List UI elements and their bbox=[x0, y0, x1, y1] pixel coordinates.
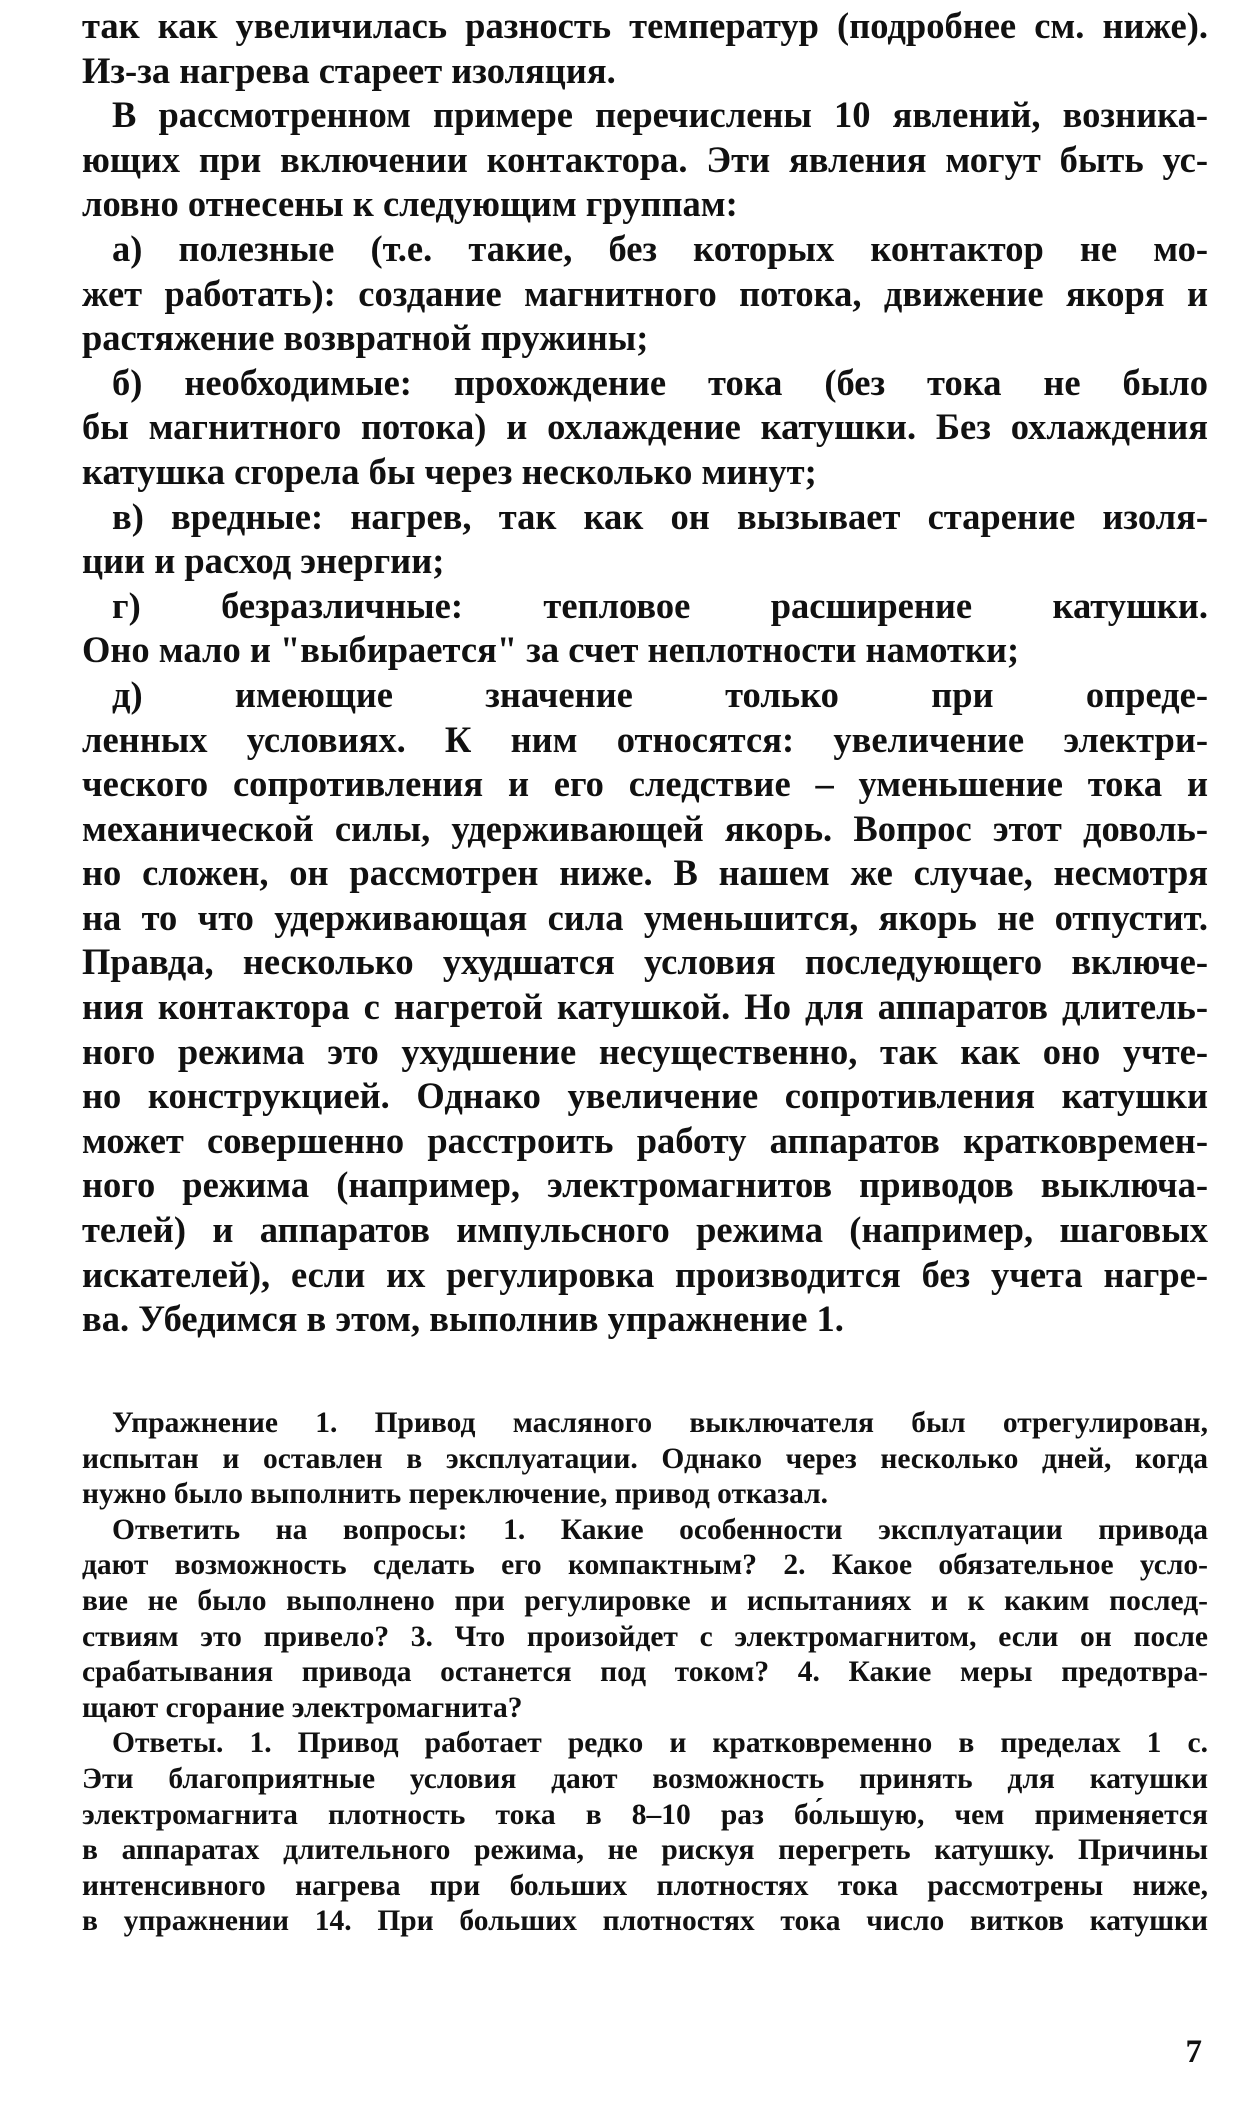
exercise-line: вие не было выполнено при регулировке и испытаниях и к каким послед- bbox=[82, 1584, 1208, 1617]
text-line: бы магнитного потока) и охлаждение катушки. Без охлаждения bbox=[82, 406, 1208, 448]
exercise-line: Эти благоприятные условия дают возможность принять для катушки bbox=[82, 1762, 1208, 1795]
text-line: ного режима (например, электромагнитов приводов выключа- bbox=[82, 1164, 1208, 1206]
text-line: ва. Убедимся в этом, выполнив упражнение 1. bbox=[82, 1298, 844, 1340]
exercise-line: электромагнита плотность тока в 8–10 раз бо́льшую, чем применяется bbox=[82, 1798, 1208, 1831]
page-number: 7 bbox=[1185, 2034, 1202, 2070]
text-line: Оно мало и "выбирается" за счет неплотности намотки; bbox=[82, 629, 1020, 671]
exercise-line: нужно было выполнить переключение, привод отказал. bbox=[82, 1478, 829, 1511]
text-line: б) необходимые: прохождение тока (без тока не было bbox=[112, 361, 1208, 403]
text-line: искателей), если их регулировка производится без учета нагре- bbox=[82, 1253, 1208, 1295]
exercise-line: в аппаратах длительного режима, не рискуя перегреть катушку. Причины bbox=[82, 1834, 1208, 1867]
text-line: Из-за нагрева стареет изоляция. bbox=[82, 49, 616, 91]
text-line: жет работать): создание магнитного потока, движение якоря и bbox=[82, 272, 1208, 314]
text-line: ции и расход энергии; bbox=[82, 540, 445, 582]
exercise-block bbox=[82, 1406, 1208, 1940]
text-line: г) безразличные: тепловое расширение катушки. bbox=[112, 584, 1208, 626]
text-line: телей) и аппаратов импульсного режима (например, шаговых bbox=[82, 1209, 1208, 1251]
exercise-line: щают сгорание электромагнита? bbox=[82, 1691, 523, 1724]
text-line: ческого сопротивления и его следствие – уменьшение тока и bbox=[82, 763, 1208, 805]
main-text bbox=[82, 4, 1208, 1342]
text-line: механической силы, удерживающей якорь. Вопрос этот доволь- bbox=[82, 807, 1208, 849]
exercise-line: в упражнении 14. При больших плотностях тока число витков катушки bbox=[82, 1905, 1208, 1938]
text-line: растяжение возвратной пружины; bbox=[82, 317, 649, 359]
text-line: ленных условиях. К ним относятся: увеличение электри- bbox=[82, 718, 1208, 760]
exercise-line: Ответы. 1. Привод работает редко и кратковременно в пределах 1 с. bbox=[112, 1727, 1208, 1760]
text-line: ния контактора с нагретой катушкой. Но для аппаратов длитель- bbox=[82, 986, 1208, 1028]
text-line: так как увеличилась разность температур (подробнее см. ниже). bbox=[82, 5, 1208, 46]
text-line: ющих при включении контактора. Эти явления могут быть ус- bbox=[82, 138, 1208, 180]
text-line: ного режима это ухудшение несущественно, так как оно учте- bbox=[82, 1030, 1208, 1072]
exercise-line: Ответить на вопросы: 1. Какие особенности эксплуатации привода bbox=[112, 1513, 1208, 1546]
text-line: катушка сгорела бы через несколько минут; bbox=[82, 450, 817, 492]
exercise-line: испытан и оставлен в эксплуатации. Однако через несколько дней, когда bbox=[82, 1442, 1208, 1475]
text-line: но сложен, он рассмотрен ниже. В нашем же случае, несмотря bbox=[82, 852, 1208, 894]
text-line: а) полезные (т.е. такие, без которых контактор не мо- bbox=[112, 227, 1208, 269]
text-line: в) вредные: нагрев, так как он вызывает старение изоля- bbox=[112, 495, 1208, 537]
text-line: может совершенно расстроить работу аппаратов кратковремен- bbox=[82, 1119, 1208, 1161]
exercise-line: интенсивного нагрева при больших плотностях тока рассмотрены ниже, bbox=[82, 1869, 1208, 1902]
text-line: д) имеющие значение только при опреде- bbox=[112, 673, 1208, 715]
text-line: ловно отнесены к следующим группам: bbox=[82, 183, 738, 225]
text-line: В рассмотренном примере перечислены 10 явлений, возника- bbox=[112, 94, 1208, 136]
exercise-line: Упражнение 1. Привод масляного выключателя был отрегулирован, bbox=[112, 1407, 1208, 1439]
exercise-line: дают возможность сделать его компактным? 2. Какое обязательное усло- bbox=[82, 1549, 1208, 1582]
text-line: на то что удерживающая сила уменьшится, якорь не отпустит. bbox=[82, 896, 1208, 938]
text-line: Правда, несколько ухудшатся условия последующего включе- bbox=[82, 941, 1208, 983]
text-line: но конструкцией. Однако увеличение сопротивления катушки bbox=[82, 1075, 1208, 1117]
exercise-line: срабатывания привода останется под током? 4. Какие меры предотвра- bbox=[82, 1656, 1208, 1689]
exercise-line: ствиям это привело? 3. Что произойдет с электромагнитом, если он после bbox=[82, 1620, 1208, 1653]
